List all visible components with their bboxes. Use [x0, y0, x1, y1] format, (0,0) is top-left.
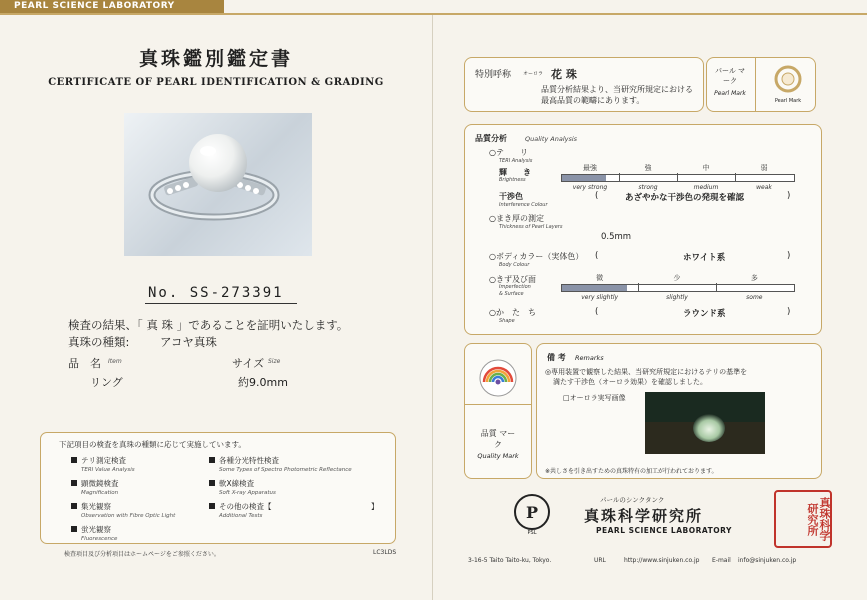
inspection-item: 軟X線検査 Soft X-ray Apparatus: [209, 478, 276, 496]
brightness-level-en: strong: [638, 184, 658, 191]
certificate-subtitle: CERTIFICATE OF PEARL IDENTIFICATION & GRADING: [48, 77, 384, 88]
bullet-icon: [71, 526, 77, 532]
imperfection-tick: [638, 283, 639, 291]
bullet-icon: [209, 457, 215, 463]
thickness-label-en: Thickness of Pearl Layers: [499, 224, 563, 230]
shape-label-en: Shape: [499, 318, 515, 324]
brightness-level-en: weak: [756, 184, 772, 191]
thickness-label: ○まき厚の測定: [489, 214, 544, 223]
imperfection-level-jp: 少: [673, 274, 681, 282]
pearl-mark-box: [706, 57, 816, 112]
teri-label-en: TERI Analysis: [499, 158, 533, 164]
item-label: 品 名: [68, 357, 101, 370]
certificate-title: 真珠鑑別鑑定書: [138, 48, 293, 70]
brightness-label: 輝 き: [499, 168, 531, 177]
lab-email[interactable]: info@sinjuken.co.jp: [738, 557, 797, 564]
pearl-type-value: アコヤ真珠: [160, 335, 217, 349]
quality-mark-rainbow-icon: [478, 358, 518, 398]
interference-close-paren: ): [787, 191, 791, 201]
pearl-mark-label-en: Pearl Mark: [714, 90, 746, 97]
quality-title: 品質分析: [475, 134, 507, 143]
inspection-item: 蛍光観察 Fluorescence: [71, 524, 117, 542]
pearl-mark-caption: Pearl Mark: [774, 98, 802, 104]
special-designation-small: オーロラ: [523, 71, 544, 77]
bullet-icon: [71, 480, 77, 486]
brightness-bar: [561, 174, 795, 182]
quality-title-en: Quality Analysis: [525, 135, 578, 143]
inspections-heading: 下記項目の検査を真珠の種類に応じて実施しています。: [59, 440, 246, 449]
brightness-level-en: very strong: [572, 184, 608, 191]
interference-open-paren: (: [595, 191, 599, 201]
bullet-icon: [209, 480, 215, 486]
shape-open-paren: (: [595, 307, 599, 317]
pearl-mark-label: パール マーク: [714, 67, 746, 85]
lab-url[interactable]: http://www.sinjuken.co.jp: [624, 557, 700, 564]
size-label: サイズ: [232, 357, 265, 370]
lab-name-en: PEARL SCIENCE LABORATORY: [596, 526, 732, 535]
brightness-tick: [619, 173, 620, 181]
remarks-line1: ◎専用装置で観察した結果、当研究所規定におけるテリの基準を: [545, 368, 748, 376]
remarks-footnote: ※共しさを引き出すための真珠特有の加工が行われております。: [545, 468, 718, 475]
bullet-icon: [71, 503, 77, 509]
imperfection-bar: [561, 284, 795, 292]
aurora-image-label: □オーロラ実写画像: [563, 394, 626, 402]
imperfection-level-en: some: [746, 294, 763, 301]
interference-label-en: Interference Colour: [499, 202, 548, 208]
remarks-box: [536, 343, 822, 479]
size-value: 約9.0mm: [238, 376, 288, 389]
remarks-title: 備 考: [547, 353, 566, 362]
pearl-mark-separator: [755, 58, 756, 111]
bullet-icon: [209, 503, 215, 509]
lab-name-jp: 真珠科学研究所: [584, 507, 704, 525]
body-colour-close-paren: ): [787, 251, 791, 261]
certificate-number-underline: [145, 303, 297, 304]
quality-analysis-box: [464, 124, 822, 335]
remarks-title-en: Remarks: [575, 354, 604, 362]
body-colour-label: ○ボディカラー（実体色）: [489, 252, 584, 261]
shape-close-paren: ): [787, 307, 791, 317]
imperfection-level-en: very slightly: [581, 294, 619, 301]
lab-tagline: パールのシンクタンク: [600, 496, 665, 504]
imperfection-label-en1: Imperfection: [499, 284, 531, 290]
size-label-en: Size: [268, 358, 281, 365]
body-colour-open-paren: (: [595, 251, 599, 261]
brightness-level-jp: 最強: [583, 164, 597, 172]
inspection-item: 各種分光特性検査 Some Types of Spectro Photometric Reflectance: [209, 455, 352, 473]
pearl-mark-logo-icon: [769, 63, 807, 95]
shape-value: ラウンド系: [683, 309, 726, 319]
document-code: LC3LDS: [373, 549, 397, 556]
teri-label: ○テ リ: [489, 148, 528, 157]
quality-mark-box: [464, 343, 532, 479]
inspection-item: 顕微鏡検査 Magnification: [71, 478, 119, 496]
aurora-photo: [645, 392, 765, 454]
quality-mark-label: 品質 マーク: [480, 429, 516, 449]
inspection-footnote: 検査項目及び分析項目はホームページをご参照ください。: [64, 551, 220, 558]
special-designation-desc2: 最高品質の範疇にあります。: [541, 96, 645, 105]
brightness-bar-fill: [562, 175, 606, 181]
svg-text:P: P: [525, 503, 539, 522]
psl-logo-icon: [512, 492, 552, 538]
inspection-item: その他の検査【 Additional Tests: [209, 501, 272, 519]
inspection-item: 集光観察 Observation with Fibre Optic Light: [71, 501, 175, 519]
brightness-label-en: Brightness: [499, 177, 526, 183]
special-designation-label: 特別呼称: [475, 70, 512, 80]
brightness-level-jp: 弱: [760, 164, 768, 172]
lab-banner: PEARL SCIENCE LABORATORY: [0, 0, 224, 13]
item-label-en: Item: [108, 358, 122, 365]
additional-tests-close-bracket: 】: [371, 502, 379, 511]
lab-address: 3-16-5 Taito Taito-ku, Tokyo.: [468, 557, 552, 564]
imperfection-level-jp: 多: [750, 274, 758, 282]
imperfection-bar-fill: [562, 285, 627, 291]
lab-seal-stamp: 真珠科学研究所: [774, 490, 832, 548]
imperfection-label: ○きず及び面: [489, 275, 536, 284]
special-designation-desc1: 品質分析結果より、当研究所規定における: [541, 85, 693, 94]
imperfection-level-jp: 微: [596, 274, 604, 282]
remarks-line2: 満たす干渉色（オーロラ効果）を確認しました。: [553, 378, 707, 386]
inspections-box: [40, 432, 396, 544]
bullet-icon: [71, 457, 77, 463]
body-colour-value: ホワイト系: [683, 253, 726, 263]
header-rule: [0, 13, 867, 15]
pearl-ring-photo: [124, 113, 312, 256]
item-value: リング: [90, 376, 123, 389]
imperfection-level-en: slightly: [666, 294, 688, 301]
special-designation-value: 花 珠: [551, 68, 577, 81]
interference-value: あざやかな干渉色の発現を確認: [625, 193, 745, 203]
url-label: URL: [594, 557, 606, 564]
brightness-level-jp: 中: [702, 164, 710, 172]
interference-label: 干渉色: [499, 192, 523, 201]
thickness-value: 0.5mm: [601, 232, 632, 242]
brightness-level-jp: 強: [644, 164, 652, 172]
page-fold: [432, 15, 433, 600]
certificate-number: No. SS-273391: [148, 285, 284, 301]
email-label: E-mail: [712, 557, 731, 564]
brightness-tick: [735, 173, 736, 181]
special-designation-box: [464, 57, 704, 112]
result-statement: 検査の結果、「 真 珠 」であることを証明いたします。: [68, 318, 349, 332]
imperfection-label-en2: & Surface: [499, 291, 524, 297]
pearl-type-label: 真珠の種類:: [68, 335, 130, 349]
quality-mark-label-en: Quality Mark: [477, 452, 519, 460]
shape-label: ○か た ち: [489, 308, 536, 317]
svg-text:PSL: PSL: [527, 530, 537, 536]
imperfection-tick: [716, 283, 717, 291]
body-colour-label-en: Body Colour: [499, 262, 530, 268]
brightness-level-en: medium: [693, 184, 719, 191]
quality-mark-separator: [465, 404, 531, 405]
inspection-item: テリ測定検査 TERI Value Analysis: [71, 455, 135, 473]
brightness-tick: [677, 173, 678, 181]
